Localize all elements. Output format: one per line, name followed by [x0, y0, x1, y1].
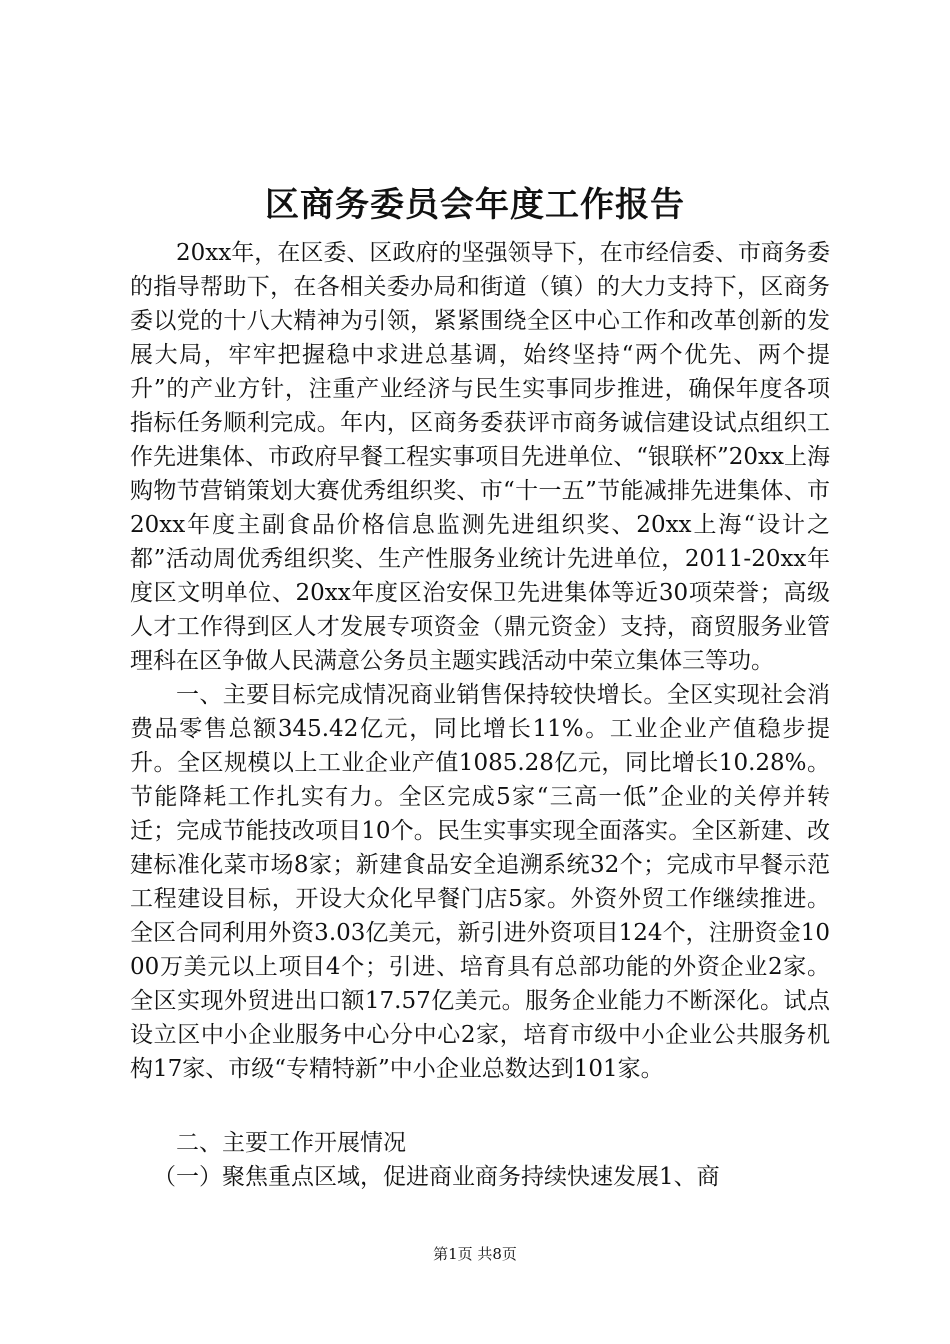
intro-paragraph: 20xx年，在区委、区政府的坚强领导下，在市经信委、市商务委的指导帮助下，在各相关委办局和街道（镇）的大力支持下，区商务委以党的十八大精神为引领，紧紧围绕全区中心工作和改革创新的发展大局，牢牢把握稳中求进总基调，始终坚持“两个优先、两个提升”的产业方针，注重产业经济与民生实事同步推进，确保年度各项指标任务顺利完成。年内，区商务委获评市商务诚信建设试点组织工作先进集体、市政府早餐工程实事项目先进单位、“银联杯”20xx上海购物节营销策划大赛优秀组织奖、市“十一五”节能减排先进集体、市20xx年度主副食品价格信息监测先进组织奖、20xx上海“设计之都”活动周优秀组织奖、生产性服务业统计先进单位，2011-20xx年度区文明单位、20xx年度区治安保卫先进集体等近30项荣誉；高级人才工作得到区人才发展专项资金（鼎元资金）支持，商贸服务业管理科在区争做人民满意公务员主题实践活动中荣立集体三等功。 [130, 240, 830, 674]
page-footer: 第1页 共8页 [433, 1245, 517, 1263]
document-title: 区商务委员会年度工作报告 [265, 185, 685, 225]
section-heading: 二、主要工作开展情况 [176, 1130, 406, 1156]
document-body [130, 236, 830, 1194]
subsection-line: （一）聚焦重点区域，促进商业商务持续快速发展1、商 [153, 1164, 720, 1190]
main-targets-paragraph: 一、主要目标完成情况商业销售保持较快增长。全区实现社会消费品零售总额345.42亿元，同比增长11%。工业企业产值稳步提升。全区规模以上工业企业产值1085.28亿元，同比增长10.28%。节能降耗工作扎实有力。全区完成5家“三高一低”企业的关停并转迁；完成节能技改项目10个。民生实事实现全面落实。全区新建、改建标准化菜市场8家；新建食品安全追溯系统32个；完成市早餐示范工程建设目标，开设大众化早餐门店5家。外资外贸工作继续推进。全区合同利用外资3.03亿美元，新引进外资项目124个，注册资金1000万美元以上项目4个；引进、培育具有总部功能的外资企业2家。全区实现外贸进出口额17.57亿美元。服务企业能力不断深化。试点设立区中小企业服务中心分中心2家，培育市级中小企业公共服务机构17家、市级“专精特新”中小企业总数达到101家。 [130, 682, 830, 1082]
